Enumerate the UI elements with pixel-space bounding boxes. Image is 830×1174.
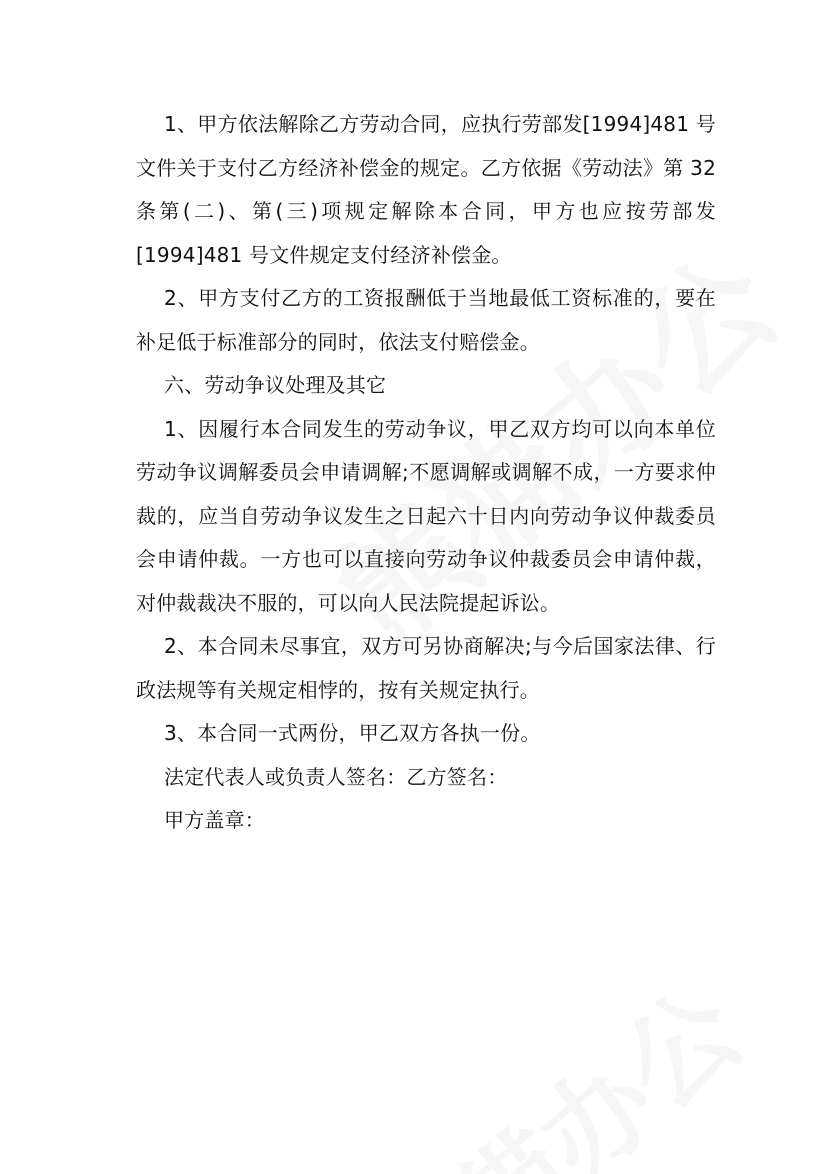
seal-line: 甲方盖章： [164,808,265,832]
document-body [136,103,716,843]
paragraph: 2、本合同未尽事宜，双方可另协商解决;与今后国家法律、行政法规等有关规定相悖的，按有关规定执行。 [136,634,716,702]
paragraph: 1、甲方依法解除乙方劳动合同，应执行劳部发[1994]481 号文件关于支付乙方经济补偿金的规定。乙方依据《劳动法》第 32 条第(二)、第(三)项规定解除本合同，甲方也应按劳部发[1994]481 号文件规定支付经济补偿金。 [136,112,716,267]
paragraph: 1、因履行本合同发生的劳动争议，甲乙双方均可以向本单位劳动争议调解委员会申请调解;不愿调解或调解不成，一方要求仲裁的，应当自劳动争议发生之日起六十日内向劳动争议仲裁委员会申请仲裁。一方也可以直接向劳动争议仲裁委员会申请仲裁，对仲裁裁决不服的，可以向人民法院提起诉讼。 [136,416,716,615]
paragraph: 2、甲方支付乙方的工资报酬低于当地最低工资标准的，要在补足低于标准部分的同时，依法支付赔偿金。 [136,286,716,354]
section-heading: 六、劳动争议处理及其它 [164,373,387,397]
paragraph: 3、本合同一式两份，甲乙双方各执一份。 [164,721,541,745]
signature-line: 法定代表人或负责人签名：乙方签名： [164,764,508,789]
watermark [331,947,770,1174]
